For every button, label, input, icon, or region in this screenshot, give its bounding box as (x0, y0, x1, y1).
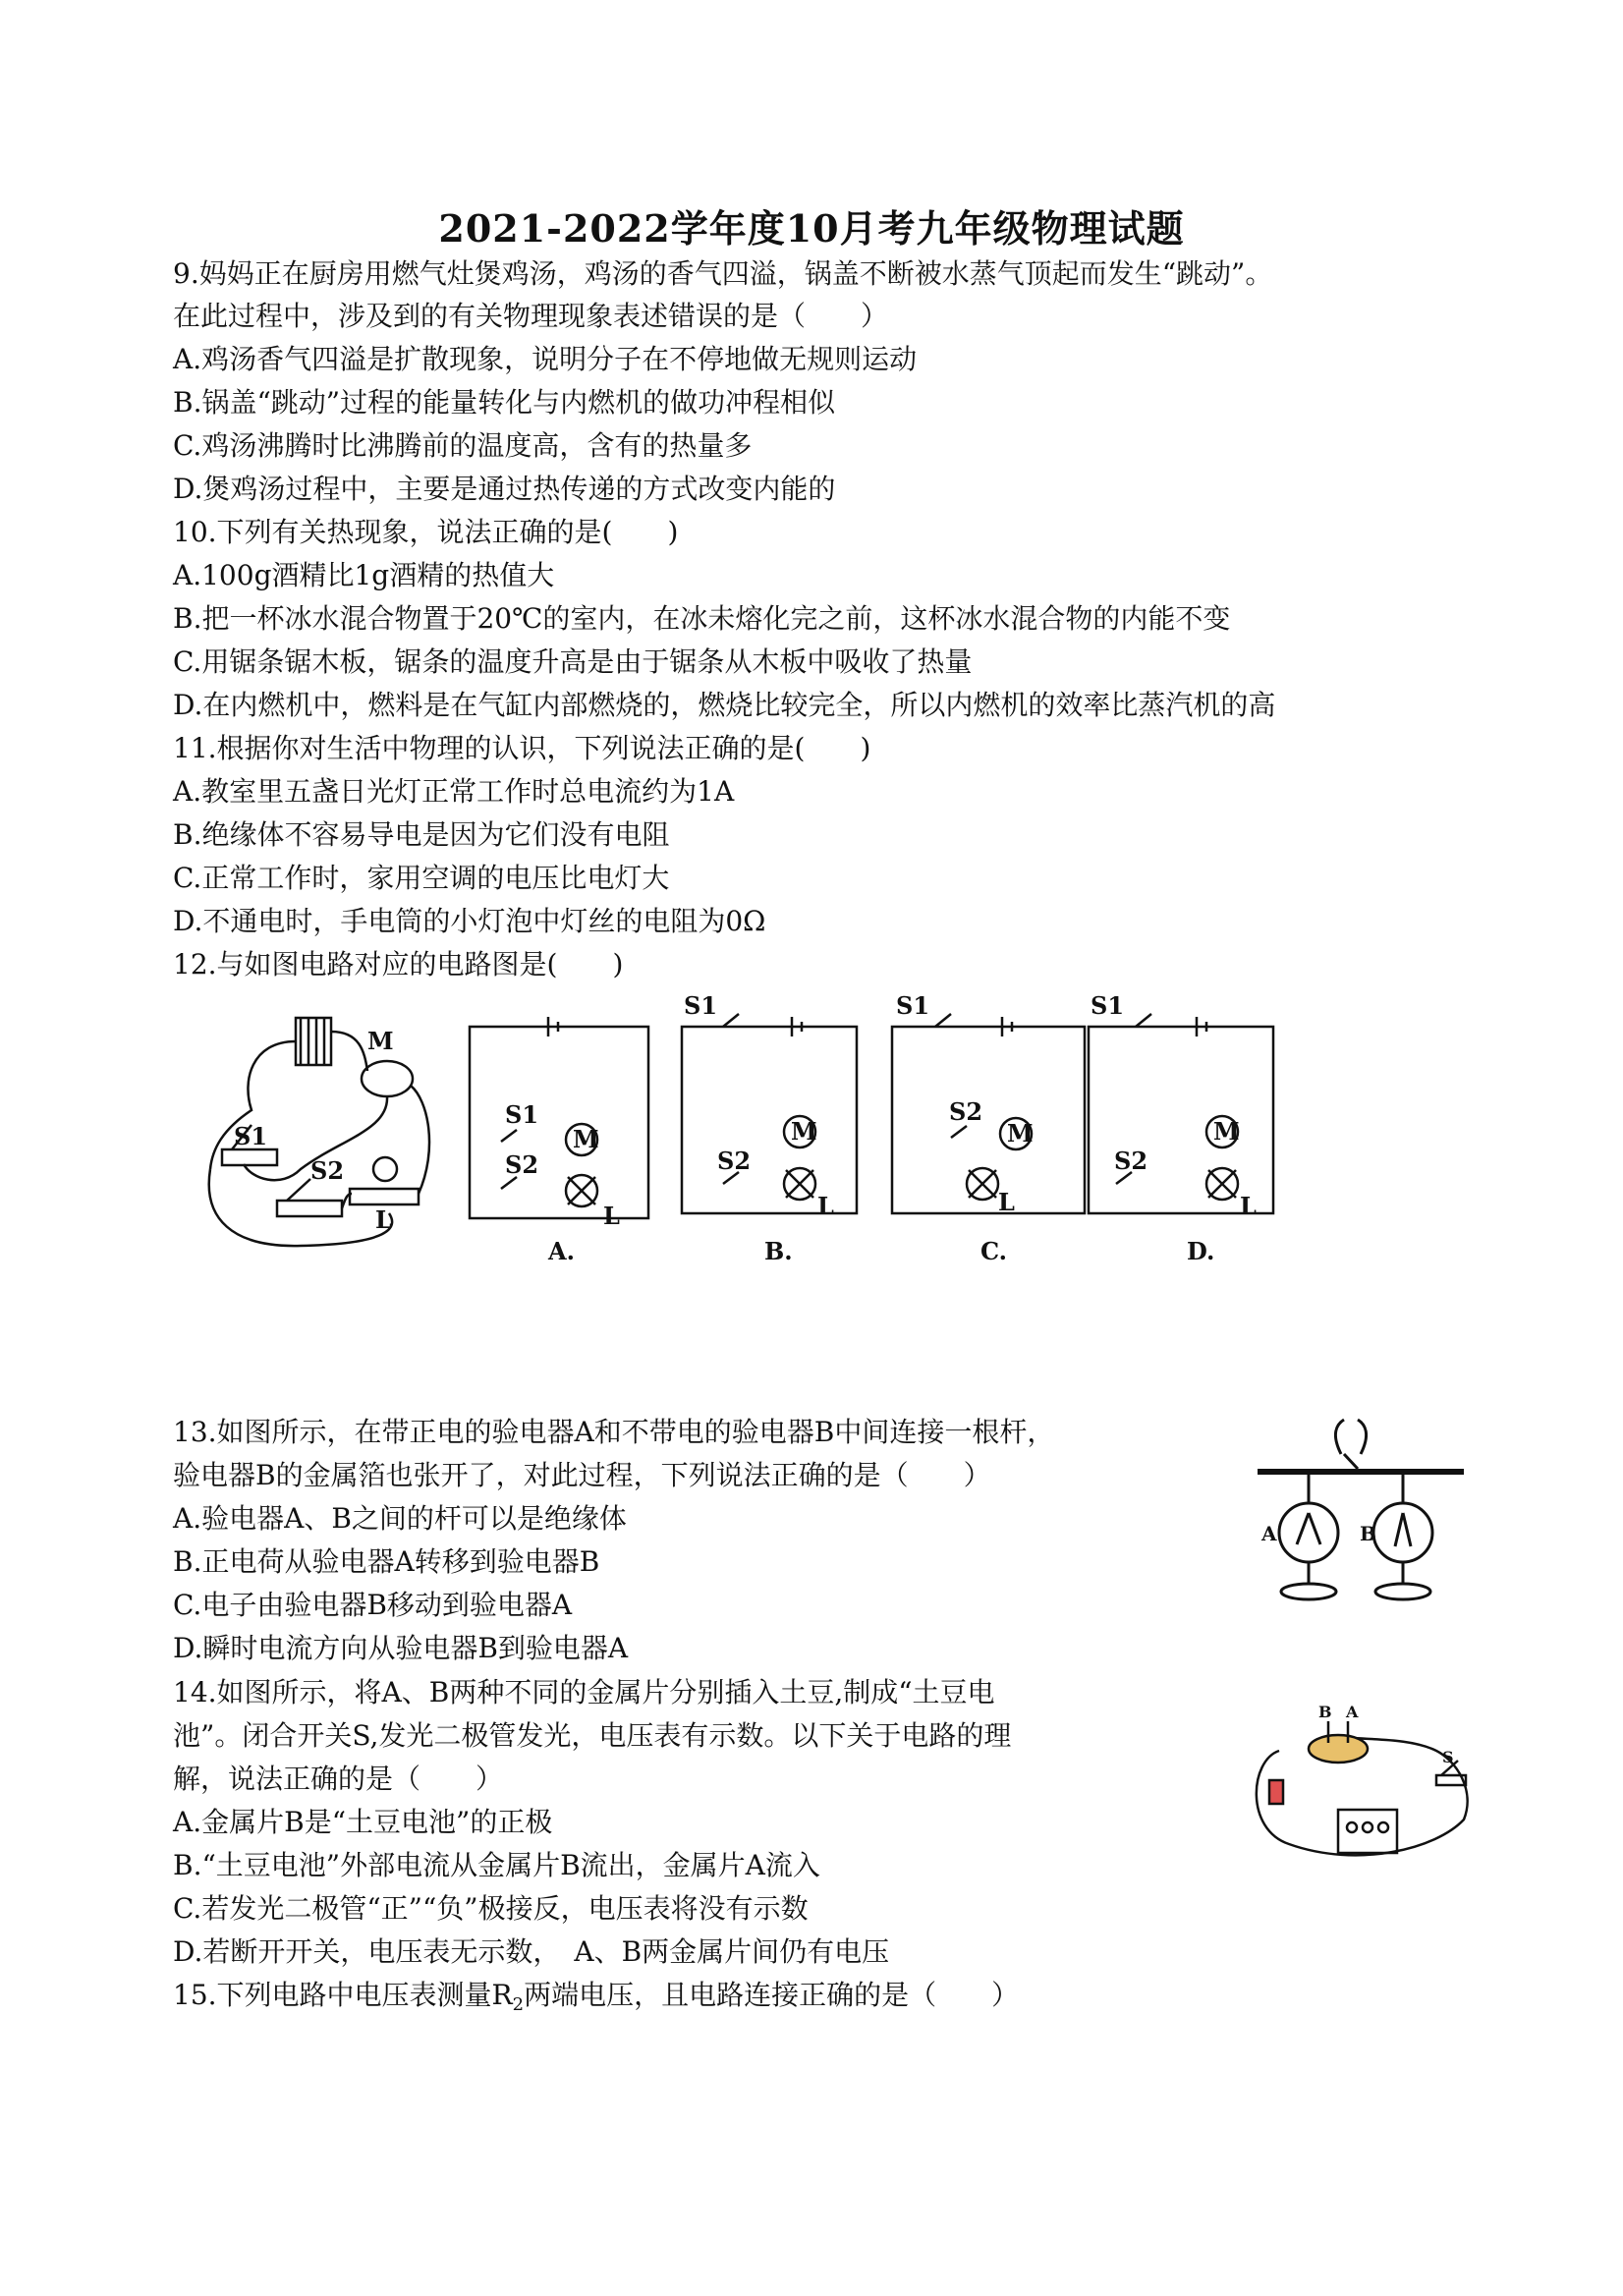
q12-diagram-b (682, 1014, 857, 1213)
q12-physical-l: L (375, 1205, 392, 1234)
q12-figure (193, 992, 1352, 1277)
q12-b-s2: S2 (717, 1147, 752, 1175)
q13-option-c: C.电子由验电器B移动到验电器A (173, 1589, 573, 1621)
q10-stem: 10.下列有关热现象，说法正确的是( ) (173, 516, 679, 548)
q12-d-s1: S1 (1091, 992, 1125, 1020)
q14-fig-label-b: B (1318, 1703, 1332, 1721)
q12-d-s2: S2 (1114, 1147, 1148, 1175)
q11-stem: 11.根据你对生活中物理的认识，下列说法正确的是( ) (173, 732, 871, 764)
q12-physical-s1: S1 (234, 1122, 268, 1150)
q9-stem-line2: 在此过程中，涉及到的有关物理现象表述错误的是（ ） (173, 300, 889, 332)
q14-stem-line3: 解，说法正确的是（ ） (173, 1763, 504, 1795)
q13-fig-label-a: A (1261, 1522, 1277, 1545)
q11-option-a: A.教室里五盏日光灯正常工作时总电流约为1A (173, 775, 735, 808)
q10-option-c: C.用锯条锯木板，锯条的温度升高是由于锯条从木板中吸收了热量 (173, 645, 973, 678)
q9-option-a: A.鸡汤香气四溢是扩散现象，说明分子在不停地做无规则运动 (173, 343, 918, 375)
q15-stem-part2: 两端电压，且电路连接正确的是（ ） (524, 1979, 1020, 2011)
q12-physical-s2: S2 (310, 1156, 345, 1185)
q15-stem-part1: 15.下列电路中电压表测量R (173, 1979, 513, 2011)
q12-diagram-d (1089, 1014, 1273, 1213)
q12-c-l: L (998, 1188, 1015, 1216)
q12-b-m: M (791, 1117, 817, 1146)
q14-fig-label-a: A (1346, 1703, 1359, 1721)
q12-b-l: L (817, 1192, 834, 1220)
q9-option-b: B.锅盖“跳动”过程的能量转化与内燃机的做功冲程相似 (173, 386, 836, 419)
q13-stem-line1: 13.如图所示，在带正电的验电器A和不带电的验电器B中间连接一根杆， (173, 1416, 1055, 1448)
q13-stem-line2: 验电器B的金属箔也张开了，对此过程，下列说法正确的是（ ） (173, 1459, 991, 1491)
q12-a-m: M (573, 1125, 599, 1153)
q12-b-s1: S1 (684, 992, 718, 1020)
q12-a-l: L (603, 1202, 620, 1230)
q10-option-b: B.把一杯冰水混合物置于20℃的室内，在冰未熔化完之前，这杯冰水混合物的内能不变 (173, 602, 1231, 635)
q12-c-s1: S1 (896, 992, 930, 1020)
q12-a-label: A. (548, 1237, 575, 1265)
q13-option-a: A.验电器A、B之间的杆可以是绝缘体 (173, 1502, 627, 1535)
q9-option-d: D.煲鸡汤过程中，主要是通过热传递的方式改变内能的 (173, 473, 836, 505)
q12-a-s1: S1 (505, 1100, 539, 1129)
q12-d-m: M (1213, 1117, 1240, 1146)
q14-option-d: D.若断开开关，电压表无示数， A、B两金属片间仍有电压 (173, 1935, 890, 1968)
q12-b-label: B. (764, 1237, 793, 1265)
q14-option-c: C.若发光二极管“正”“负”极接反，电压表将没有示数 (173, 1892, 809, 1925)
q14-fig-label-s: S (1442, 1748, 1454, 1766)
q14-potato-battery-figure (1240, 1682, 1476, 1878)
q10-option-d: D.在内燃机中，燃料是在气缸内部燃烧的，燃烧比较完全，所以内燃机的效率比蒸汽机的高 (173, 689, 1276, 721)
q12-diagram-a (470, 1017, 648, 1218)
q15-stem-subscript: 2 (512, 1994, 525, 2015)
q13-option-d: D.瞬时电流方向从验电器B到验电器A (173, 1632, 629, 1664)
q12-stem: 12.与如图电路对应的电路图是( ) (173, 948, 624, 980)
q13-fig-label-b: B (1360, 1522, 1376, 1545)
q12-c-m: M (1007, 1119, 1034, 1148)
q14-option-b: B.“土豆电池”外部电流从金属片B流出，金属片A流入 (173, 1849, 820, 1881)
q12-c-label: C. (980, 1237, 1008, 1265)
q12-d-l: L (1240, 1192, 1257, 1220)
q14-stem-line1: 14.如图所示，将A、B两种不同的金属片分别插入土豆,制成“土豆电 (173, 1676, 995, 1708)
q12-c-s2: S2 (949, 1097, 983, 1126)
q15-stem (173, 1975, 1019, 2026)
q9-stem-line1: 9.妈妈正在厨房用燃气灶煲鸡汤，鸡汤的香气四溢，锅盖不断被水蒸气顶起而发生“跳动”。 (173, 257, 1273, 290)
q14-option-a: A.金属片B是“土豆电池”的正极 (173, 1806, 553, 1838)
q13-option-b: B.正电荷从验电器A转移到验电器B (173, 1545, 600, 1578)
q10-option-a: A.100g酒精比1g酒精的热值大 (173, 559, 555, 591)
q11-option-b: B.绝缘体不容易导电是因为它们没有电阻 (173, 818, 670, 851)
q11-option-c: C.正常工作时，家用空调的电压比电灯大 (173, 862, 670, 894)
q12-physical-m: M (367, 1027, 394, 1055)
page-title: 2021-2022学年度10月考九年级物理试题 (438, 206, 1185, 251)
q13-electroscope-figure (1248, 1415, 1474, 1611)
q14-stem-line2: 池”。闭合开关S,发光二极管发光，电压表有示数。以下关于电路的理 (173, 1719, 1012, 1752)
q9-option-c: C.鸡汤沸腾时比沸腾前的温度高，含有的热量多 (173, 429, 753, 462)
q12-d-label: D. (1187, 1237, 1215, 1265)
q12-a-s2: S2 (505, 1150, 539, 1179)
q11-option-d: D.不通电时，手电筒的小灯泡中灯丝的电阻为0Ω (173, 905, 766, 937)
q12-diagram-c (892, 1014, 1085, 1213)
